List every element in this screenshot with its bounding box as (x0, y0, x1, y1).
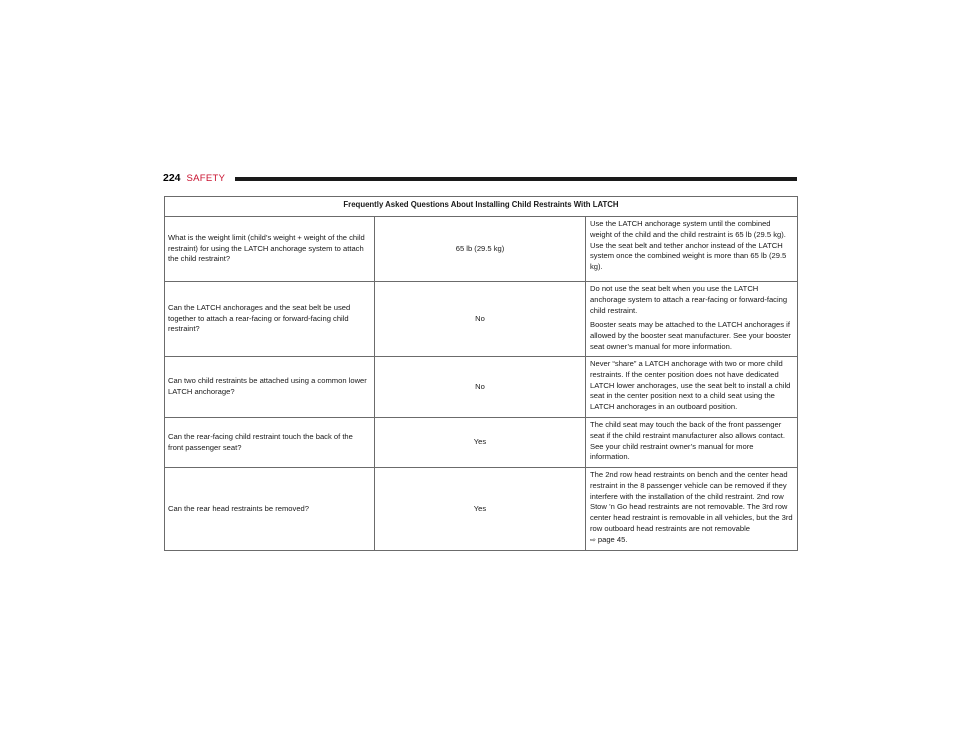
page-number: 224 (163, 172, 181, 184)
note-paragraph: Booster seats may be attached to the LATCH anchorages if allowed by the booster seat manufacturer. See your booster seat owner’s manual for more information. (590, 320, 791, 351)
table-row (165, 468, 798, 551)
notes-cell (586, 418, 798, 468)
question-cell: Can two child restraints be attached using a common lower LATCH anchorage? (165, 357, 375, 418)
table-row (165, 418, 798, 468)
header-rule (235, 177, 797, 181)
answer-cell: Yes (375, 418, 586, 468)
question-cell: Can the rear head restraints be removed? (165, 468, 375, 551)
question-cell: Can the rear-facing child restraint touch the back of the front passenger seat? (165, 418, 375, 468)
answer-cell: Yes (375, 468, 586, 551)
notes-cell (586, 357, 798, 418)
note-paragraph: Never “share” a LATCH anchorage with two or more child restraints. If the center position does not have dedicated LATCH lower anchorages, use the seat belt to install a child seat in the center position next to a child seat using the LATCH anchorages in an outboard position. (590, 359, 791, 412)
page-reference-link[interactable]: page 45. (597, 534, 628, 544)
answer-cell: 65 lb (29.5 kg) (375, 217, 586, 282)
answer-cell: No (375, 357, 586, 418)
table-row (165, 357, 798, 418)
page-header (163, 171, 797, 185)
notes-cell (586, 468, 798, 551)
table-row (165, 217, 798, 282)
section-title: SAFETY (186, 172, 226, 184)
notes-cell (586, 217, 798, 282)
arrow-right-icon: ⇨ (590, 536, 596, 544)
question-cell: Can the LATCH anchorages and the seat belt be used together to attach a rear-facing or forward-facing child restraint? (165, 282, 375, 357)
note-text: The 2nd row head restraints on bench and the center head restraint in the 8 passenger vehicle can be removed if they interfere with the installation of the child restraint. 2nd row Stow ’n Go head restraints are not removable. The 3rd row center head restraint is removable in all vehicles, but the 3rd row outboard head restraints are not removable (590, 470, 793, 533)
note-paragraph: Do not use the seat belt when you use the LATCH anchorage system to attach a rear-facing or forward-facing child restraint. (590, 284, 788, 315)
faq-table (164, 196, 798, 551)
note-paragraph: Use the LATCH anchorage system until the combined weight of the child and the child restraint is 65 lb (29.5 kg). Use the seat belt and tether anchor instead of the LATCH system once the combined weight is more than 65 lb (29.5 kg). (590, 219, 787, 272)
note-paragraph (590, 470, 793, 547)
note-paragraph: The child seat may touch the back of the front passenger seat if the child restraint manufacturer also allows contact. See your child restraint owner’s manual for more information. (590, 420, 785, 462)
question-cell: What is the weight limit (child’s weight + weight of the child restraint) for using the LATCH anchorage system to attach the child restraint? (165, 217, 375, 282)
table-title: Frequently Asked Questions About Installing Child Restraints With LATCH (165, 197, 798, 217)
notes-cell (586, 282, 798, 357)
answer-cell: No (375, 282, 586, 357)
table-row (165, 282, 798, 357)
